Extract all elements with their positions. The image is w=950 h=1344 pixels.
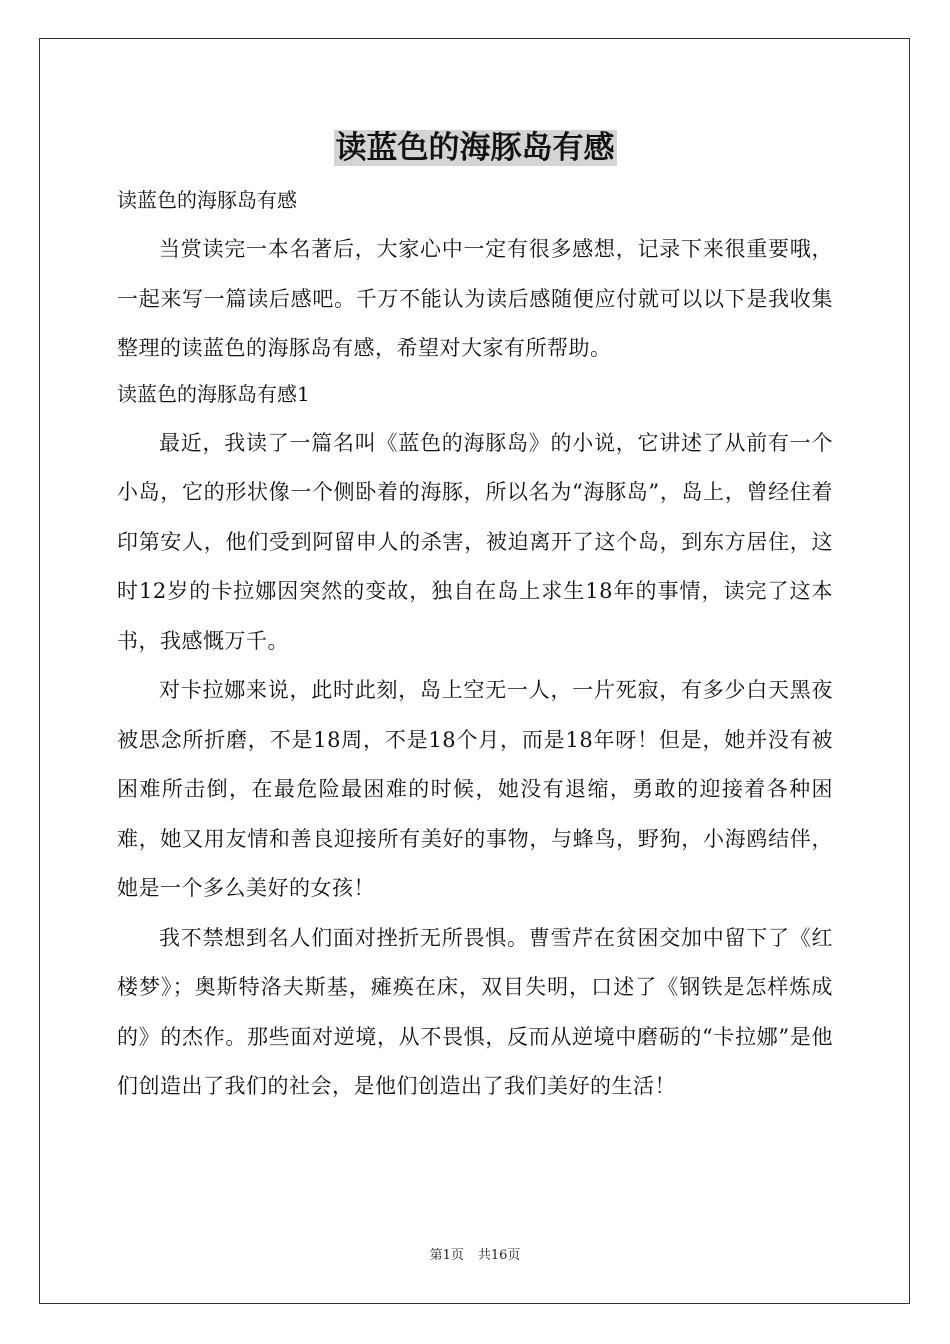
intro-paragraph: 当赏读完一本名著后，大家心中一定有很多感想，记录下来很重要哦，一起来写一篇读后感吧。千万不能认为读后感随便应付就可以以下是我收集整理的读蓝色的海豚岛有感，希望对大家有所帮助。: [117, 237, 833, 360]
page-number-total: 共16页: [477, 1248, 521, 1263]
body-paragraph: 最近，我读了一篇名叫《蓝色的海豚岛》的小说，它讲述了从前有一个小岛，它的形状像一个侧卧着的海豚，所以名为“海豚岛”，岛上，曾经住着印第安人，他们受到阿留申人的杀害，被迫离开了这个岛，到东方居住，这时12岁的卡拉娜因突然的变故，独自在岛上求生18年的事情，读完了这本书，我感慨万千。: [117, 430, 833, 653]
section-heading: 读蓝色的海豚岛有感1: [117, 381, 310, 406]
page-number-current: 第1页: [429, 1248, 464, 1263]
document-body: [117, 180, 833, 1112]
body-paragraph: 我不禁想到名人们面对挫折无所畏惧。曹雪芹在贫困交加中留下了《红楼梦》；奥斯特洛夫斯基，瘫痪在床，双目失明，口述了《钢铁是怎样炼成的》的杰作。那些面对逆境，从不畏惧，反而从逆境中磨砺的“卡拉娜”是他们创造出了我们的社会，是他们创造出了我们美好的生活！: [117, 925, 833, 1098]
document-subtitle: 读蓝色的海豚岛有感: [117, 188, 297, 212]
document-title-text: 读蓝色的海豚岛有感: [335, 130, 615, 166]
document-title: [0, 126, 950, 170]
page-footer: [0, 1246, 950, 1266]
body-paragraph: 对卡拉娜来说，此时此刻，岛上空无一人，一片死寂，有多少白天黑夜被思念所折磨，不是18周，不是18个月，而是18年呀！但是，她并没有被困难所击倒，在最危险最困难的时候，她没有退缩，勇敢的迎接着各种困难，她又用友情和善良迎接所有美好的事物，与蜂鸟，野狗，小海鸥结伴，她是一个多么美好的女孩！: [117, 678, 833, 900]
